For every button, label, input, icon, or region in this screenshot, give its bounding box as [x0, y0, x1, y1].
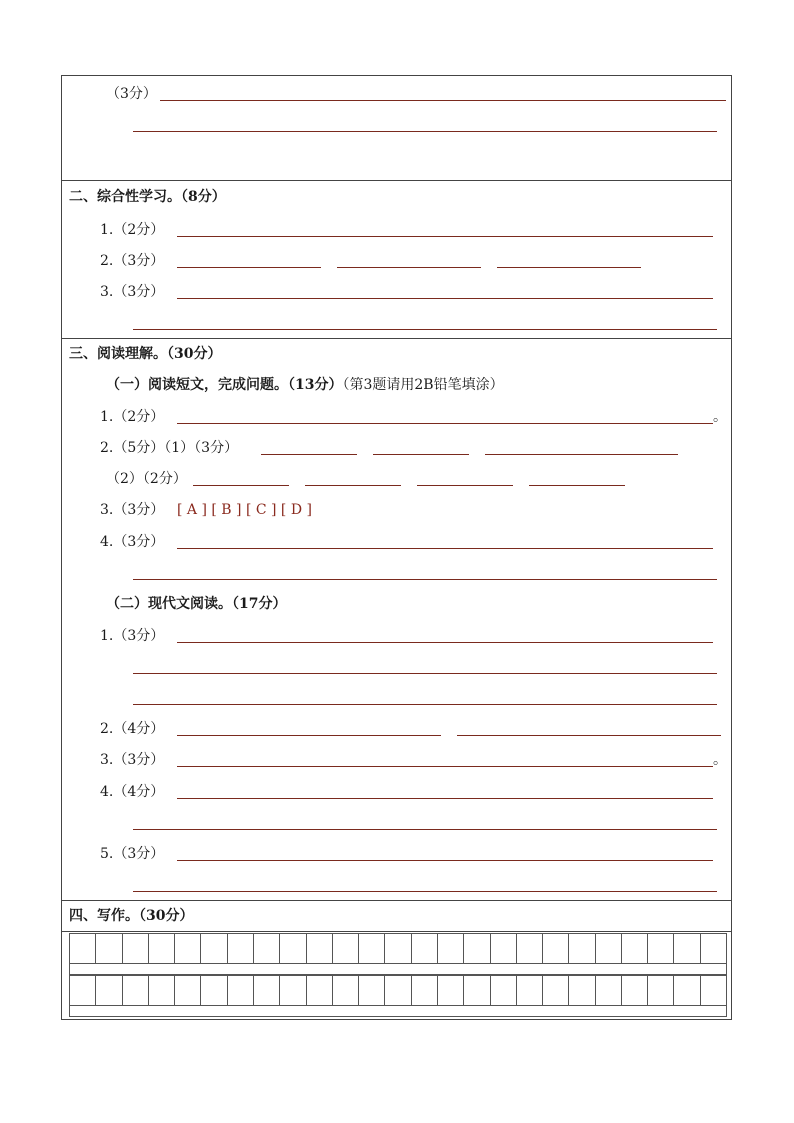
grid-cell[interactable] — [622, 934, 648, 963]
grid-cell[interactable] — [201, 976, 227, 1005]
answer-line[interactable] — [133, 329, 717, 330]
answer-line[interactable] — [177, 766, 713, 767]
grid-cell[interactable] — [622, 976, 648, 1005]
grid-cell[interactable] — [385, 976, 411, 1005]
grid-cell[interactable] — [333, 934, 359, 963]
part2-q2-label: 2.（3分） — [100, 253, 165, 269]
grid-cell[interactable] — [412, 934, 438, 963]
answer-line[interactable] — [177, 735, 441, 736]
section-divider — [62, 900, 731, 901]
grid-cell[interactable] — [96, 976, 122, 1005]
grid-cell[interactable] — [201, 934, 227, 963]
grid-cell[interactable] — [96, 934, 122, 963]
answer-line[interactable] — [373, 454, 469, 455]
grid-cell[interactable] — [517, 934, 543, 963]
answer-line[interactable] — [485, 454, 678, 455]
answer-line[interactable] — [193, 485, 289, 486]
part3-title: 三、阅读理解。（30分） — [69, 346, 222, 362]
s1-q1-label: 1.（2分） — [100, 409, 165, 425]
grid-cell[interactable] — [569, 934, 595, 963]
s2-q3-period: 。 — [713, 752, 727, 768]
answer-line[interactable] — [417, 485, 513, 486]
grid-cell[interactable] — [307, 934, 333, 963]
answer-line[interactable] — [177, 236, 713, 237]
writing-grid-row[interactable] — [69, 975, 727, 1006]
grid-cell[interactable] — [674, 976, 700, 1005]
answer-line[interactable] — [261, 454, 357, 455]
grid-cell[interactable] — [701, 976, 726, 1005]
answer-line[interactable] — [160, 100, 726, 101]
writing-grid-gap — [69, 1006, 727, 1017]
grid-cell[interactable] — [438, 934, 464, 963]
grid-cell[interactable] — [701, 934, 726, 963]
s2-q1-label: 1.（3分） — [100, 628, 165, 644]
grid-cell[interactable] — [543, 934, 569, 963]
grid-cell[interactable] — [280, 976, 306, 1005]
grid-cell[interactable] — [517, 976, 543, 1005]
answer-line[interactable] — [337, 267, 481, 268]
answer-line[interactable] — [177, 798, 713, 799]
s1-q1-period: 。 — [713, 409, 727, 425]
grid-cell[interactable] — [648, 976, 674, 1005]
grid-cell[interactable] — [149, 934, 175, 963]
grid-cell[interactable] — [280, 934, 306, 963]
part2-q1-label: 1.（2分） — [100, 222, 165, 238]
grid-cell[interactable] — [254, 934, 280, 963]
answer-line[interactable] — [133, 673, 717, 674]
grid-cell[interactable] — [359, 976, 385, 1005]
answer-line[interactable] — [177, 267, 321, 268]
answer-line[interactable] — [177, 642, 713, 643]
answer-line[interactable] — [133, 131, 717, 132]
grid-cell[interactable] — [543, 976, 569, 1005]
answer-line[interactable] — [177, 548, 713, 549]
grid-cell[interactable] — [175, 976, 201, 1005]
grid-cell[interactable] — [491, 934, 517, 963]
s2-q5-label: 5.（3分） — [100, 846, 165, 862]
reading-section1-heading — [106, 377, 504, 393]
writing-grid-gap — [69, 964, 727, 975]
s1-q2-label: 2.（5分）（1）（3分） — [100, 440, 239, 456]
grid-cell[interactable] — [464, 976, 490, 1005]
grid-cell[interactable] — [648, 934, 674, 963]
grid-cell[interactable] — [70, 934, 96, 963]
s2-q3-label: 3.（3分） — [100, 752, 165, 768]
s2-q2-label: 2.（4分） — [100, 721, 165, 737]
section-divider — [62, 931, 731, 932]
grid-cell[interactable] — [175, 934, 201, 963]
answer-line[interactable] — [133, 704, 717, 705]
answer-sheet — [61, 75, 732, 1020]
part1-q-label: （3分） — [106, 86, 157, 102]
answer-line[interactable] — [177, 860, 713, 861]
section1-title: （一）阅读短文，完成问题。（13分） — [106, 377, 343, 393]
grid-cell[interactable] — [412, 976, 438, 1005]
answer-line[interactable] — [133, 829, 717, 830]
answer-line[interactable] — [133, 891, 717, 892]
answer-line[interactable] — [177, 298, 713, 299]
section1-note: （第3题请用2B铅笔填涂） — [342, 377, 504, 393]
answer-line[interactable] — [177, 423, 713, 424]
grid-cell[interactable] — [149, 976, 175, 1005]
writing-grid-row[interactable] — [69, 933, 727, 964]
answer-line[interactable] — [529, 485, 625, 486]
part2-q3-label: 3.（3分） — [100, 284, 165, 300]
answer-line[interactable] — [305, 485, 401, 486]
grid-cell[interactable] — [491, 976, 517, 1005]
answer-line[interactable] — [133, 579, 717, 580]
grid-cell[interactable] — [70, 976, 96, 1005]
s1-q3-label: 3.（3分） — [100, 502, 165, 518]
s1-q3-choices[interactable]: [ A ] [ B ] [ C ] [ D ] — [177, 502, 312, 518]
grid-cell[interactable] — [228, 934, 254, 963]
grid-cell[interactable] — [385, 934, 411, 963]
grid-cell[interactable] — [228, 976, 254, 1005]
s1-q2-sub-label: （2）（2分） — [106, 471, 187, 487]
grid-cell[interactable] — [596, 934, 622, 963]
s1-q4-label: 4.（3分） — [100, 534, 165, 550]
grid-cell[interactable] — [307, 976, 333, 1005]
grid-cell[interactable] — [333, 976, 359, 1005]
part4-title: 四、写作。（30分） — [69, 908, 194, 924]
s2-q4-label: 4.（4分） — [100, 784, 165, 800]
answer-line[interactable] — [457, 735, 721, 736]
grid-cell[interactable] — [674, 934, 700, 963]
grid-cell[interactable] — [438, 976, 464, 1005]
part2-title: 二、综合性学习。（8分） — [69, 189, 226, 205]
grid-cell[interactable] — [123, 934, 149, 963]
answer-line[interactable] — [497, 267, 641, 268]
reading-section2-title: （二）现代文阅读。（17分） — [106, 596, 287, 612]
grid-cell[interactable] — [569, 976, 595, 1005]
section-divider — [62, 338, 731, 339]
grid-cell[interactable] — [596, 976, 622, 1005]
grid-cell[interactable] — [254, 976, 280, 1005]
grid-cell[interactable] — [464, 934, 490, 963]
grid-cell[interactable] — [123, 976, 149, 1005]
grid-cell[interactable] — [359, 934, 385, 963]
section-divider — [62, 180, 731, 181]
